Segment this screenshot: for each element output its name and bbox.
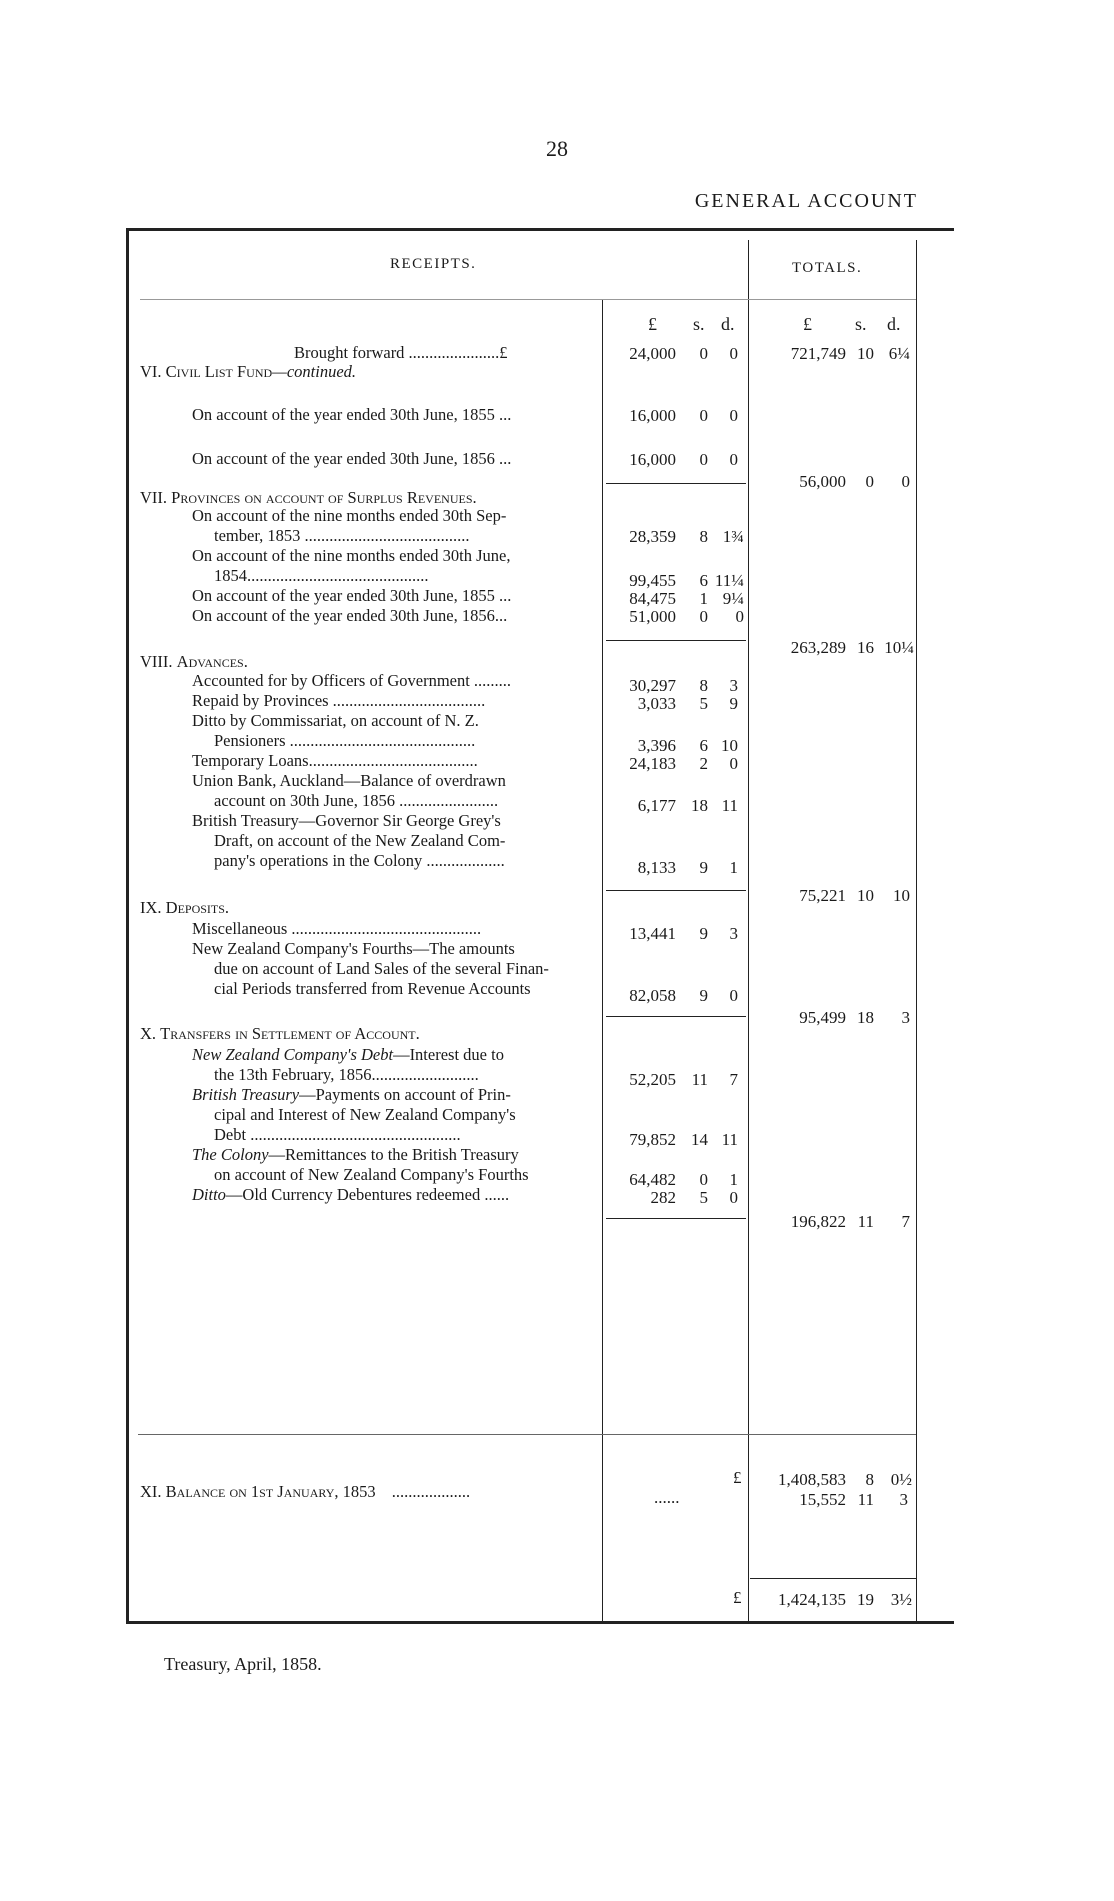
sec10-line <box>192 1186 509 1204</box>
amount-pounds: 6,177 <box>637 796 676 815</box>
sec6-subtotal-rule <box>606 483 746 484</box>
amount-pence: 0 <box>729 754 738 773</box>
line-text: —Interest due to <box>393 1045 504 1064</box>
pound-heading: £ <box>648 314 657 334</box>
section-numeral: IX. <box>140 898 162 917</box>
amount-pounds: 16,000 <box>629 450 676 469</box>
section-numeral: XI. <box>140 1482 162 1501</box>
amount-pounds: 13,441 <box>629 924 676 943</box>
amount-pence: 3 <box>729 676 738 695</box>
sec9-subtotal-rule <box>606 1016 746 1017</box>
total-pounds: 1,424,135 <box>778 1590 846 1609</box>
sec10-line <box>214 1166 529 1184</box>
table-right-rule <box>916 240 917 1622</box>
sec10-line <box>214 1106 516 1124</box>
footer-dateline: Treasury, April, 1858. <box>164 1654 322 1674</box>
section-vii-heading <box>140 488 477 508</box>
total-pounds: 721,749 <box>790 344 846 363</box>
sec9-line: Miscellaneous .............................................. <box>192 919 482 938</box>
amount-shillings: 5 <box>699 694 708 713</box>
amount-pounds: 3,033 <box>637 694 676 713</box>
amount-pence: 0 <box>729 1188 738 1207</box>
line-italic: New Zealand Company's Debt <box>192 1045 394 1064</box>
amount-shillings: 11 <box>691 1070 708 1089</box>
section-xi-heading <box>140 1482 470 1502</box>
amount-shillings: 2 <box>699 754 708 773</box>
page-number: 28 <box>546 136 568 161</box>
sec8-line: Repaid by Provinces ..................................... <box>192 691 486 710</box>
line-italic: British Treasury <box>192 1085 300 1104</box>
line-text: —Old Currency Debentures redeemed ...... <box>225 1185 510 1204</box>
balance-separator-rule <box>138 1434 916 1435</box>
total-shillings: 10 <box>857 886 874 905</box>
amount-pounds: 282 <box>650 1188 676 1207</box>
balance-pence: 3 <box>899 1490 908 1509</box>
sec7-line: 1854............................................ <box>214 566 429 585</box>
receipts-heading: RECEIPTS. <box>390 256 477 272</box>
amount-pence: 7 <box>729 1070 738 1089</box>
amount-pounds: 64,482 <box>629 1170 676 1189</box>
sec9-line: New Zealand Company's Fourths—The amounts <box>192 939 515 958</box>
section-dots: ................... <box>391 1482 471 1501</box>
grand-total-pound-sign: £ <box>733 1588 742 1607</box>
line-italic: The Colony <box>192 1145 269 1164</box>
section-title: Deposits. <box>165 898 230 917</box>
amount-shillings: 9 <box>699 924 708 943</box>
sec6-item-2: On account of the year ended 30th June, 1856 ... <box>192 449 512 468</box>
amount-pence: 9 <box>729 694 738 713</box>
total-pounds: 56,000 <box>799 472 846 491</box>
amount-pounds: 84,475 <box>629 589 676 608</box>
sec7-subtotal-rule <box>606 640 746 641</box>
sec10-line <box>192 1086 511 1104</box>
amount-shillings: 0 <box>699 450 708 469</box>
amount-pounds: 28,359 <box>629 527 676 546</box>
sec8-line: British Treasury—Governor Sir George Grey's <box>192 811 501 830</box>
section-numeral: VI. <box>140 362 162 381</box>
sec10-line <box>192 1146 519 1164</box>
section-title: Balance on 1st January, 1853 <box>165 1482 376 1501</box>
amount-pounds: 24,183 <box>629 754 676 773</box>
amount-column-rule <box>602 300 603 1622</box>
section-numeral: VII. <box>140 488 168 507</box>
line-text: Debt ................................................... <box>214 1125 461 1144</box>
amount-pounds: 3,396 <box>637 736 676 755</box>
amount-pounds: 30,297 <box>629 676 676 695</box>
amount-shillings: 9 <box>699 986 708 1005</box>
total-pounds: 196,822 <box>790 1212 846 1231</box>
section-x-heading <box>140 1024 420 1044</box>
total-pounds: 95,499 <box>799 1008 846 1027</box>
totals-heading: TOTALS. <box>792 260 863 276</box>
header-rule <box>140 299 916 300</box>
amount-pounds: 99,455 <box>629 571 676 590</box>
section-title: Civil List Fund <box>165 362 273 381</box>
amount-shillings: 0 <box>699 1170 708 1189</box>
amount-shillings: 5 <box>699 1188 708 1207</box>
sec8-line: Draft, on account of the New Zealand Com- <box>214 831 506 850</box>
section-viii-heading <box>140 652 248 672</box>
totals-column-rule <box>748 240 749 1622</box>
grand-total-rule <box>750 1578 916 1579</box>
sec7-line: tember, 1853 ........................................ <box>214 526 470 545</box>
total-shillings: 8 <box>865 1470 874 1489</box>
balance-amount-dots: ...... <box>654 1488 680 1507</box>
total-shillings: 16 <box>857 638 874 657</box>
total-shillings: 18 <box>857 1008 874 1027</box>
total-shillings: 10 <box>857 344 874 363</box>
sec10-subtotal-rule <box>606 1218 746 1219</box>
amount-pence: 11¼ <box>714 571 744 590</box>
amount-pounds: 16,000 <box>629 406 676 425</box>
sec8-line: Pensioners ............................................. <box>214 731 476 750</box>
total-pence: 0½ <box>890 1470 912 1489</box>
running-head: GENERAL ACCOUNT <box>694 190 918 212</box>
amount-shillings: 0 <box>699 344 708 363</box>
amount-pounds: 82,058 <box>629 986 676 1005</box>
balance-pound-sign: £ <box>733 1468 742 1487</box>
amount-pounds: 24,000 <box>629 344 676 363</box>
amount-pence: 11 <box>721 796 738 815</box>
amount-pence: 11 <box>721 1130 738 1149</box>
total-pence: 3½ <box>890 1590 912 1609</box>
total-pence: 10 <box>893 886 910 905</box>
shilling-heading: s. <box>693 314 705 334</box>
total-pounds: 75,221 <box>799 886 846 905</box>
amount-shillings: 8 <box>699 676 708 695</box>
total-pence: 3 <box>901 1008 910 1027</box>
total-pence: 0 <box>901 472 910 491</box>
line-text: the 13th February, 1856.......................... <box>214 1065 479 1084</box>
amount-shillings: 1 <box>699 589 708 608</box>
amount-pence: 0 <box>729 986 738 1005</box>
sec10-line <box>192 1046 504 1064</box>
sec10-line <box>214 1066 479 1084</box>
table-left-rule <box>126 230 129 1622</box>
amount-shillings: 0 <box>699 607 708 626</box>
table-bottom-rule <box>126 1621 954 1624</box>
table-top-rule <box>126 228 954 231</box>
section-vi-heading <box>140 362 356 382</box>
sec7-line: On account of the nine months ended 30th Sep- <box>192 506 507 525</box>
sec8-line: pany's operations in the Colony ................... <box>214 851 505 870</box>
amount-shillings: 9 <box>699 858 708 877</box>
section-title: Transfers in Settlement of Account. <box>160 1024 420 1043</box>
total-shillings: 19 <box>857 1590 874 1609</box>
amount-pence: 9¼ <box>722 589 744 608</box>
sec7-line: On account of the year ended 30th June, 1856... <box>192 606 508 625</box>
amount-shillings: 14 <box>691 1130 708 1149</box>
pence-heading: d. <box>721 314 735 334</box>
amount-pounds: 79,852 <box>629 1130 676 1149</box>
total-shillings: 11 <box>857 1212 874 1231</box>
sec7-line: On account of the nine months ended 30th June, <box>192 546 511 565</box>
section-suffix: —continued. <box>272 362 357 381</box>
total-shilling-heading: s. <box>855 314 867 334</box>
section-numeral: VIII. <box>140 652 173 671</box>
sec8-line: Ditto by Commissariat, on account of N. Z. <box>192 711 479 730</box>
section-numeral: X. <box>140 1024 157 1043</box>
total-pence: 10¼ <box>884 638 914 657</box>
total-pounds: 263,289 <box>790 638 846 657</box>
amount-pence: 0 <box>729 406 738 425</box>
balance-shillings: 11 <box>857 1490 874 1509</box>
sec7-line: On account of the year ended 30th June, 1855 ... <box>192 586 512 605</box>
amount-pence: 0 <box>729 450 738 469</box>
sec10-line <box>214 1126 461 1144</box>
total-pence: 7 <box>901 1212 910 1231</box>
line-italic: Ditto <box>192 1185 226 1204</box>
amount-pence: 3 <box>729 924 738 943</box>
line-text: on account of New Zealand Company's Fourths <box>214 1165 529 1184</box>
sec8-line: Temporary Loans......................................... <box>192 751 478 770</box>
total-shillings: 0 <box>865 472 874 491</box>
amount-shillings: 18 <box>691 796 708 815</box>
sec8-line: Accounted for by Officers of Government ......... <box>192 671 512 690</box>
sec8-line: Union Bank, Auckland—Balance of overdrawn <box>192 771 506 790</box>
amount-pounds: 8,133 <box>637 858 676 877</box>
total-pence-heading: d. <box>887 314 901 334</box>
amount-pence: 0 <box>735 607 744 626</box>
amount-pounds: 52,205 <box>629 1070 676 1089</box>
brought-forward-label: Brought forward ......................£ <box>294 343 508 362</box>
amount-pence: 1 <box>729 858 738 877</box>
sec9-line: cial Periods transferred from Revenue Accounts <box>214 979 531 998</box>
total-pound-heading: £ <box>803 314 812 334</box>
section-ix-heading <box>140 898 229 918</box>
amount-shillings: 0 <box>699 406 708 425</box>
total-pence: 6¼ <box>888 344 910 363</box>
amount-pence: 1¾ <box>722 527 744 546</box>
sec8-line: account on 30th June, 1856 ........................ <box>214 791 499 810</box>
section-title: Provinces on account of Surplus Revenues. <box>171 488 477 507</box>
section-title: Advances. <box>176 652 248 671</box>
amount-shillings: 8 <box>699 527 708 546</box>
amount-pence: 1 <box>729 1170 738 1189</box>
amount-pounds: 51,000 <box>629 607 676 626</box>
sec9-line: due on account of Land Sales of the several Finan- <box>214 959 549 978</box>
sec8-subtotal-rule <box>606 890 746 891</box>
line-text: —Payments on account of Prin- <box>299 1085 511 1104</box>
line-text: —Remittances to the British Treasury <box>268 1145 519 1164</box>
amount-pence: 0 <box>729 344 738 363</box>
sec6-item-1: On account of the year ended 30th June, 1855 ... <box>192 405 512 424</box>
balance-pounds: 15,552 <box>799 1490 846 1509</box>
amount-shillings: 6 <box>699 571 708 590</box>
total-pounds: 1,408,583 <box>778 1470 846 1489</box>
amount-shillings: 6 <box>699 736 708 755</box>
amount-pence: 10 <box>721 736 738 755</box>
line-text: cipal and Interest of New Zealand Company's <box>214 1105 516 1124</box>
